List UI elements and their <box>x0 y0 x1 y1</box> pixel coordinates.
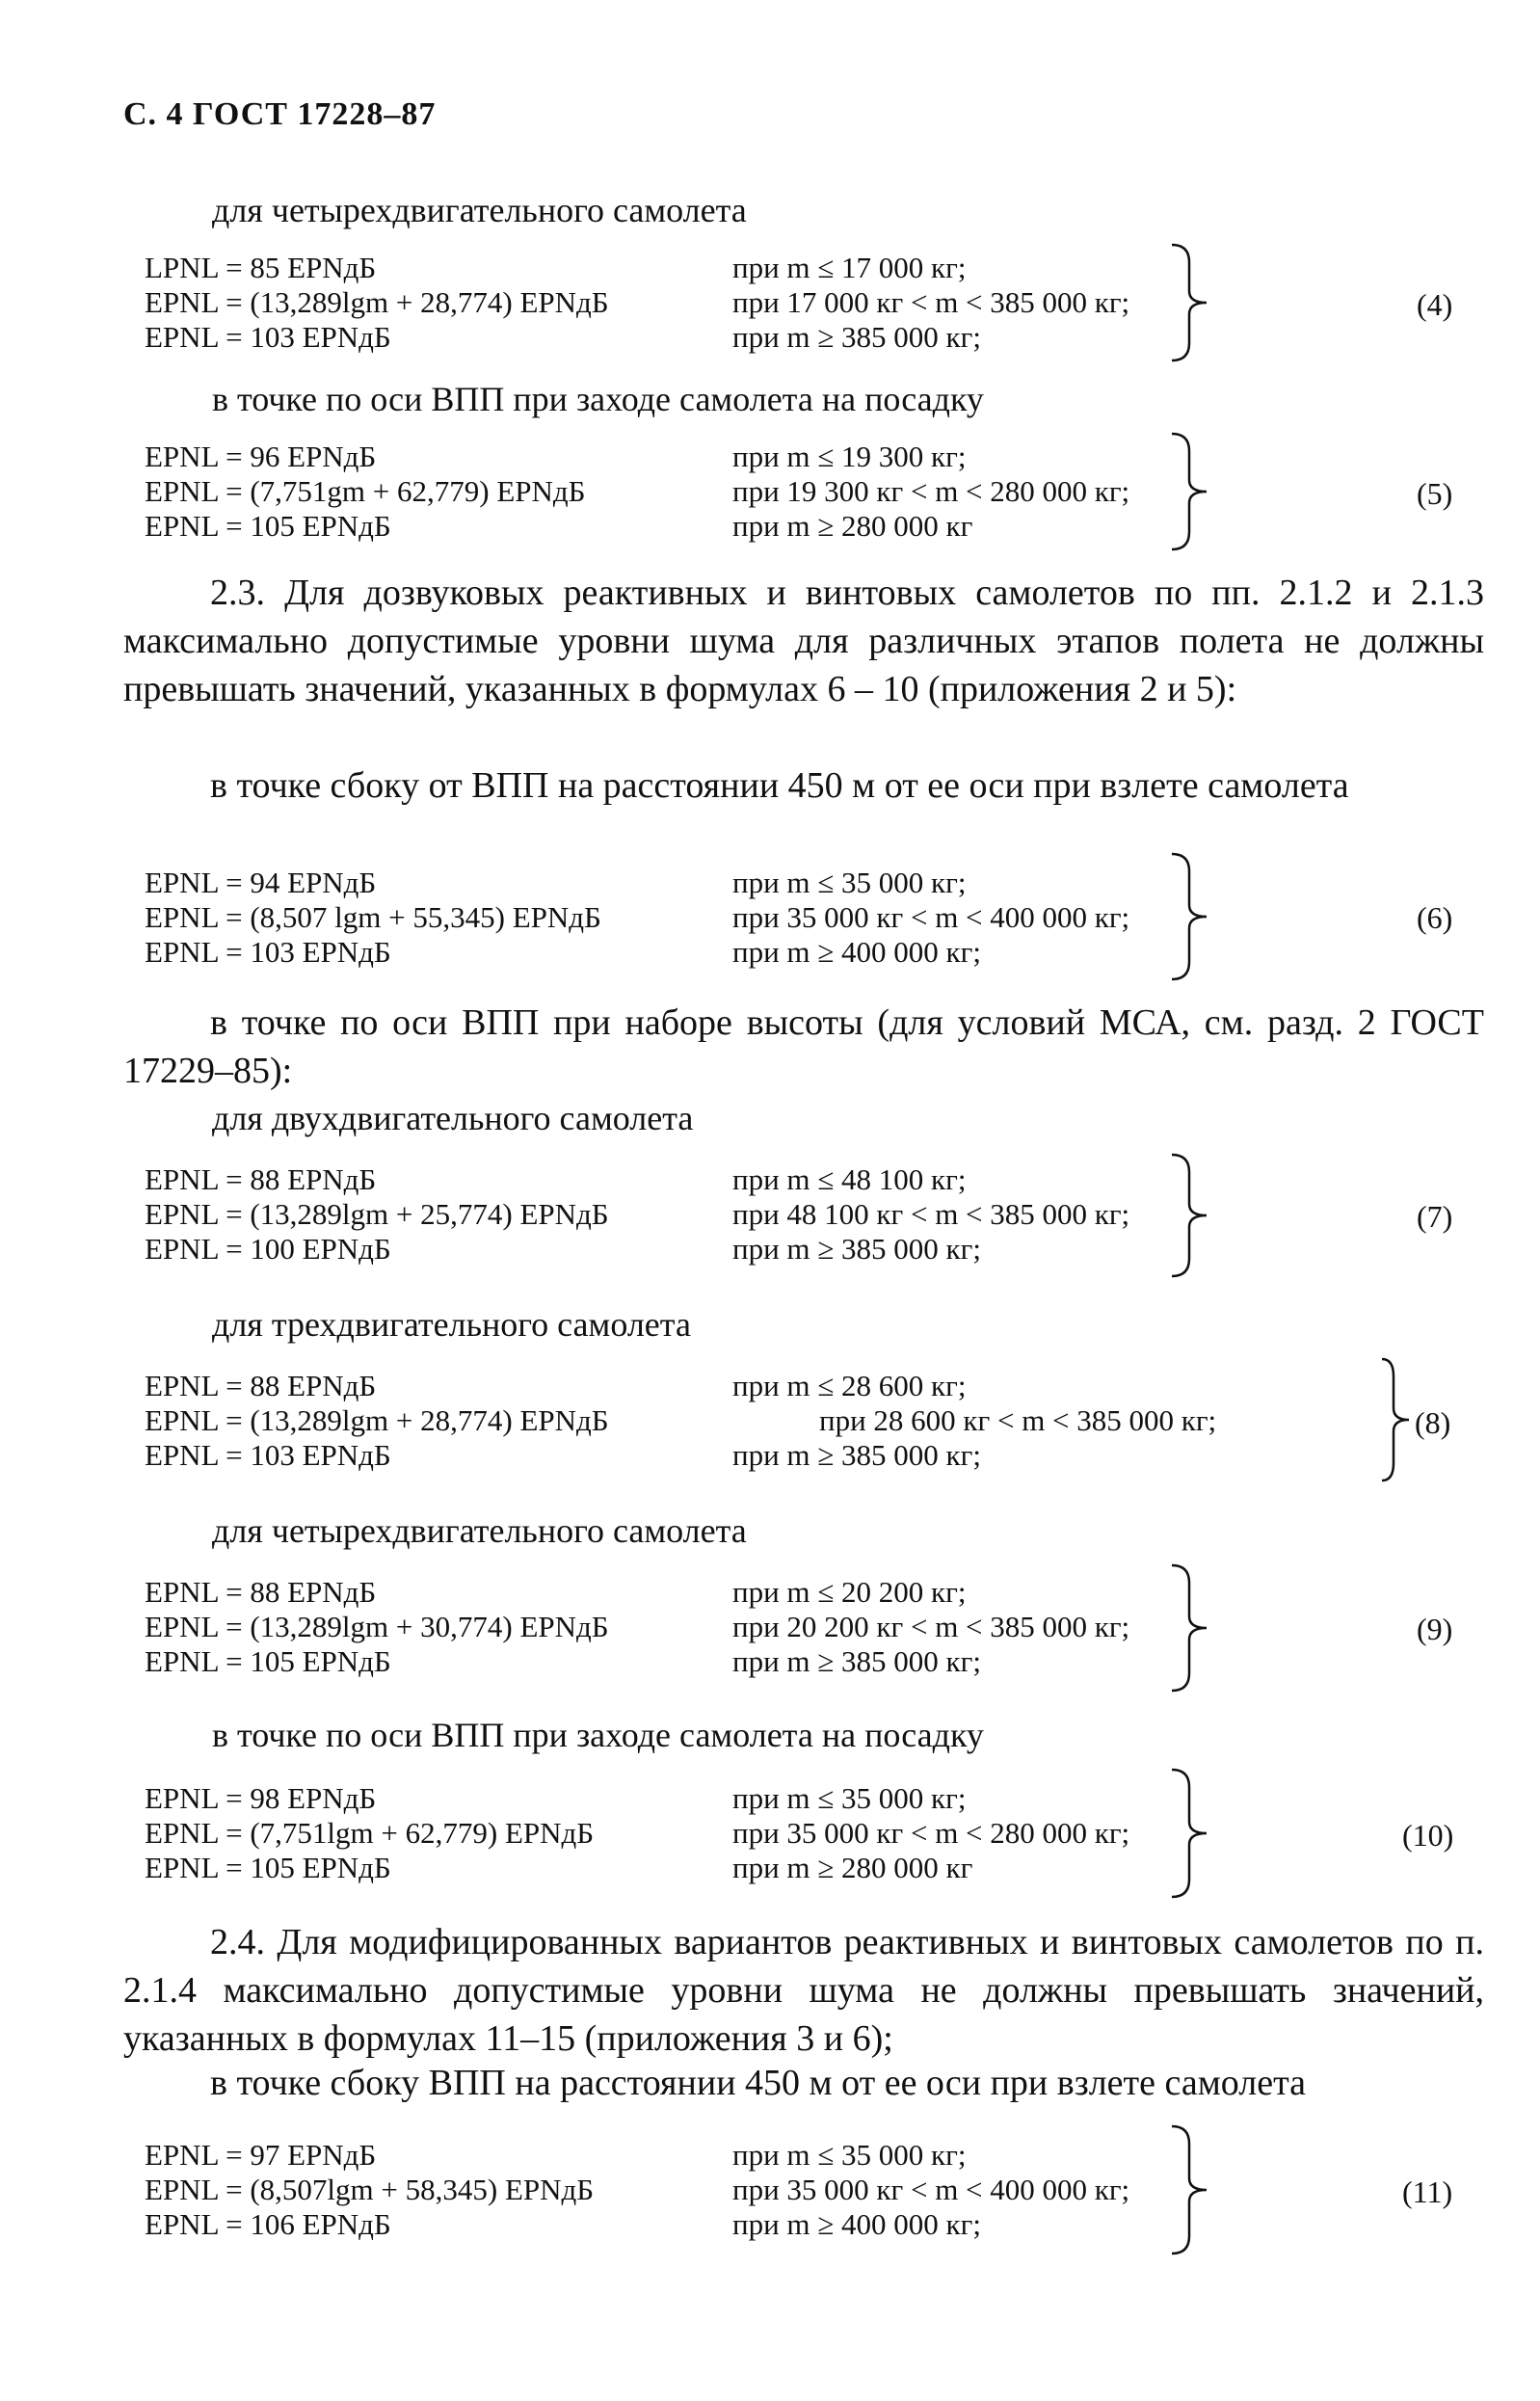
formula-lhs: EPNL = (13,289lgm + 28,774) EPNдБ <box>145 285 609 319</box>
formula-lhs: EPNL = 88 EPNдБ <box>145 1369 377 1402</box>
formula-lhs: EPNL = 97 EPNдБ <box>145 2138 377 2172</box>
formula-lhs: EPNL = 105 EPNдБ <box>145 1851 391 1884</box>
formula-condition: при m ≥ 385 000 кг; <box>732 1644 981 1678</box>
formula-row <box>145 2173 1465 2207</box>
formula-number: (10) <box>1402 1818 1454 1853</box>
right-brace-icon <box>1378 1357 1413 1482</box>
paragraph <box>123 2059 1484 2107</box>
formula-condition: при 28 600 кг < m < 385 000 кг; <box>819 1403 1217 1437</box>
section-heading: для четырехдвигательного самолета <box>212 1511 747 1550</box>
formula-lhs: EPNL = 105 EPNдБ <box>145 1644 391 1678</box>
right-brace-icon <box>1166 852 1214 981</box>
paragraph <box>123 761 1484 810</box>
formula-row <box>145 1232 1465 1267</box>
section-heading: в точке по оси ВПП при заходе самолета на посадку <box>212 1716 984 1754</box>
formula-6 <box>145 866 1465 970</box>
page-header: С. 4 ГОСТ 17228–87 <box>123 96 437 132</box>
formula-condition: при 35 000 кг < m < 400 000 кг; <box>732 900 1130 934</box>
formula-lhs: EPNL = 103 EPNдБ <box>145 935 391 969</box>
formula-7 <box>145 1162 1465 1267</box>
formula-number: (8) <box>1415 1405 1451 1440</box>
formula-row <box>145 1816 1465 1851</box>
formula-lhs: EPNL = (8,507lgm + 58,345) EPNдБ <box>145 2173 595 2206</box>
formula-8 <box>145 1369 1465 1473</box>
formula-lhs: EPNL = (7,751lgm + 62,779) EPNдБ <box>145 1816 595 1850</box>
formula-row <box>145 1610 1465 1644</box>
paragraph-text: в точке сбоку ВПП на расстоянии 450 м от ее оси при взлете самолета <box>210 2063 1307 2103</box>
right-brace-icon <box>1166 1563 1214 1693</box>
formula-number: (7) <box>1417 1199 1453 1234</box>
paragraph-text: в точке сбоку от ВПП на расстоянии 450 м от ее оси при взлете самолета <box>210 765 1349 806</box>
section-heading: для трехдвигательного самолета <box>212 1305 691 1344</box>
formula-condition: при m ≤ 17 000 кг; <box>732 251 967 284</box>
right-brace-icon <box>1166 243 1214 362</box>
formula-row <box>145 900 1465 935</box>
formula-lhs: EPNL = 88 EPNдБ <box>145 1575 377 1609</box>
formula-lhs: EPNL = 103 EPNдБ <box>145 320 391 354</box>
section-heading: для двухдвигательного самолета <box>212 1099 694 1137</box>
formula-row <box>145 2207 1465 2242</box>
formula-lhs: EPNL = (13,289lgm + 30,774) EPNдБ <box>145 1610 609 1643</box>
formula-condition: при m ≥ 385 000 кг; <box>732 1438 981 1472</box>
formula-lhs: EPNL = 96 EPNдБ <box>145 440 377 473</box>
formula-row <box>145 1369 1465 1403</box>
paragraph-text: 2.3. Для дозвуковых реактивных и винтовых самолетов по пп. 2.1.2 и 2.1.3 максимально допустимые уровни шума для различных этапов полета не должны превышать значений, указанных в формулах 6 – 10 (приложения 2 и 5): <box>123 573 1484 709</box>
formula-condition: при m ≤ 35 000 кг; <box>732 2138 967 2172</box>
formula-lhs: EPNL = 103 EPNдБ <box>145 1438 391 1472</box>
formula-condition: при 35 000 кг < m < 400 000 кг; <box>732 2173 1130 2206</box>
formula-condition: при m ≤ 35 000 кг; <box>732 1781 967 1815</box>
formula-number: (9) <box>1417 1612 1453 1646</box>
formula-condition: при m ≥ 280 000 кг <box>732 509 973 543</box>
formula-row <box>145 2138 1465 2173</box>
formula-lhs: EPNL = 94 EPNдБ <box>145 866 377 899</box>
formula-row <box>145 1438 1465 1473</box>
paragraph-2-3 <box>123 569 1484 713</box>
formula-row <box>145 440 1465 474</box>
right-brace-icon <box>1166 1768 1214 1899</box>
formula-condition: при m ≤ 35 000 кг; <box>732 866 967 899</box>
formula-row <box>145 1644 1465 1679</box>
formula-condition: при m ≤ 28 600 кг; <box>732 1369 967 1402</box>
formula-lhs: EPNL = 98 EPNдБ <box>145 1781 377 1815</box>
formula-condition: при m ≥ 280 000 кг <box>732 1851 973 1884</box>
formula-lhs: LPNL = 85 EPNдБ <box>145 251 377 284</box>
formula-condition: при m ≥ 385 000 кг; <box>732 320 981 354</box>
formula-condition: при m ≤ 19 300 кг; <box>732 440 967 473</box>
formula-4 <box>145 251 1465 355</box>
formula-number: (6) <box>1417 900 1453 935</box>
formula-condition: при m ≥ 400 000 кг; <box>732 935 981 969</box>
formula-row <box>145 1781 1465 1816</box>
formula-condition: при 17 000 кг < m < 385 000 кг; <box>732 285 1130 319</box>
right-brace-icon <box>1166 432 1214 551</box>
formula-condition: при m ≤ 20 200 кг; <box>732 1575 967 1609</box>
formula-lhs: EPNL = (7,751gm + 62,779) EPNдБ <box>145 474 586 508</box>
formula-condition: при 19 300 кг < m < 280 000 кг; <box>732 474 1130 508</box>
formula-row <box>145 1575 1465 1610</box>
formula-row <box>145 935 1465 970</box>
paragraph <box>123 999 1484 1095</box>
paragraph-2-4 <box>123 1918 1484 2063</box>
formula-11 <box>145 2138 1465 2242</box>
formula-condition: при m ≤ 48 100 кг; <box>732 1162 967 1196</box>
formula-number: (4) <box>1417 287 1453 322</box>
formula-row <box>145 251 1465 285</box>
paragraph-text: в точке по оси ВПП при наборе высоты (для условий МСА, см. разд. 2 ГОСТ 17229–85): <box>123 1002 1484 1091</box>
formula-row <box>145 866 1465 900</box>
formula-condition: при m ≥ 385 000 кг; <box>732 1232 981 1266</box>
formula-row <box>145 1162 1465 1197</box>
formula-lhs: EPNL = 88 EPNдБ <box>145 1162 377 1196</box>
formula-lhs: EPNL = 106 EPNдБ <box>145 2207 391 2241</box>
formula-9 <box>145 1575 1465 1679</box>
formula-condition: при 20 200 кг < m < 385 000 кг; <box>732 1610 1130 1643</box>
formula-condition: при m ≥ 400 000 кг; <box>732 2207 981 2241</box>
formula-condition: при 35 000 кг < m < 280 000 кг; <box>732 1816 1130 1850</box>
formula-row <box>145 1197 1465 1232</box>
formula-lhs: EPNL = (13,289lgm + 25,774) EPNдБ <box>145 1197 609 1231</box>
right-brace-icon <box>1166 1153 1214 1278</box>
section-heading: для четырехдвигательного самолета <box>212 191 747 229</box>
formula-row <box>145 1851 1465 1885</box>
formula-lhs: EPNL = 105 EPNдБ <box>145 509 391 543</box>
formula-number: (5) <box>1417 476 1453 511</box>
formula-row <box>145 285 1465 320</box>
formula-row <box>145 320 1465 355</box>
formula-row <box>145 1403 1465 1438</box>
section-heading: в точке по оси ВПП при заходе самолета на посадку <box>212 380 984 418</box>
formula-condition: при 48 100 кг < m < 385 000 кг; <box>732 1197 1130 1231</box>
right-brace-icon <box>1166 2124 1214 2255</box>
formula-row <box>145 474 1465 509</box>
formula-lhs: EPNL = (8,507 lgm + 55,345) EPNдБ <box>145 900 601 934</box>
paragraph-text: 2.4. Для модифицированных вариантов реактивных и винтовых самолетов по п. 2.1.4 максимально допустимые уровни шума не должны превышать значений, указанных в формулах 11–15 (приложения 3 и 6); <box>123 1922 1484 2059</box>
formula-lhs: EPNL = (13,289lgm + 28,774) EPNдБ <box>145 1403 609 1437</box>
formula-number: (11) <box>1402 2174 1453 2209</box>
formula-lhs: EPNL = 100 EPNдБ <box>145 1232 391 1266</box>
formula-5 <box>145 440 1465 544</box>
formula-10 <box>145 1781 1465 1885</box>
formula-row <box>145 509 1465 544</box>
